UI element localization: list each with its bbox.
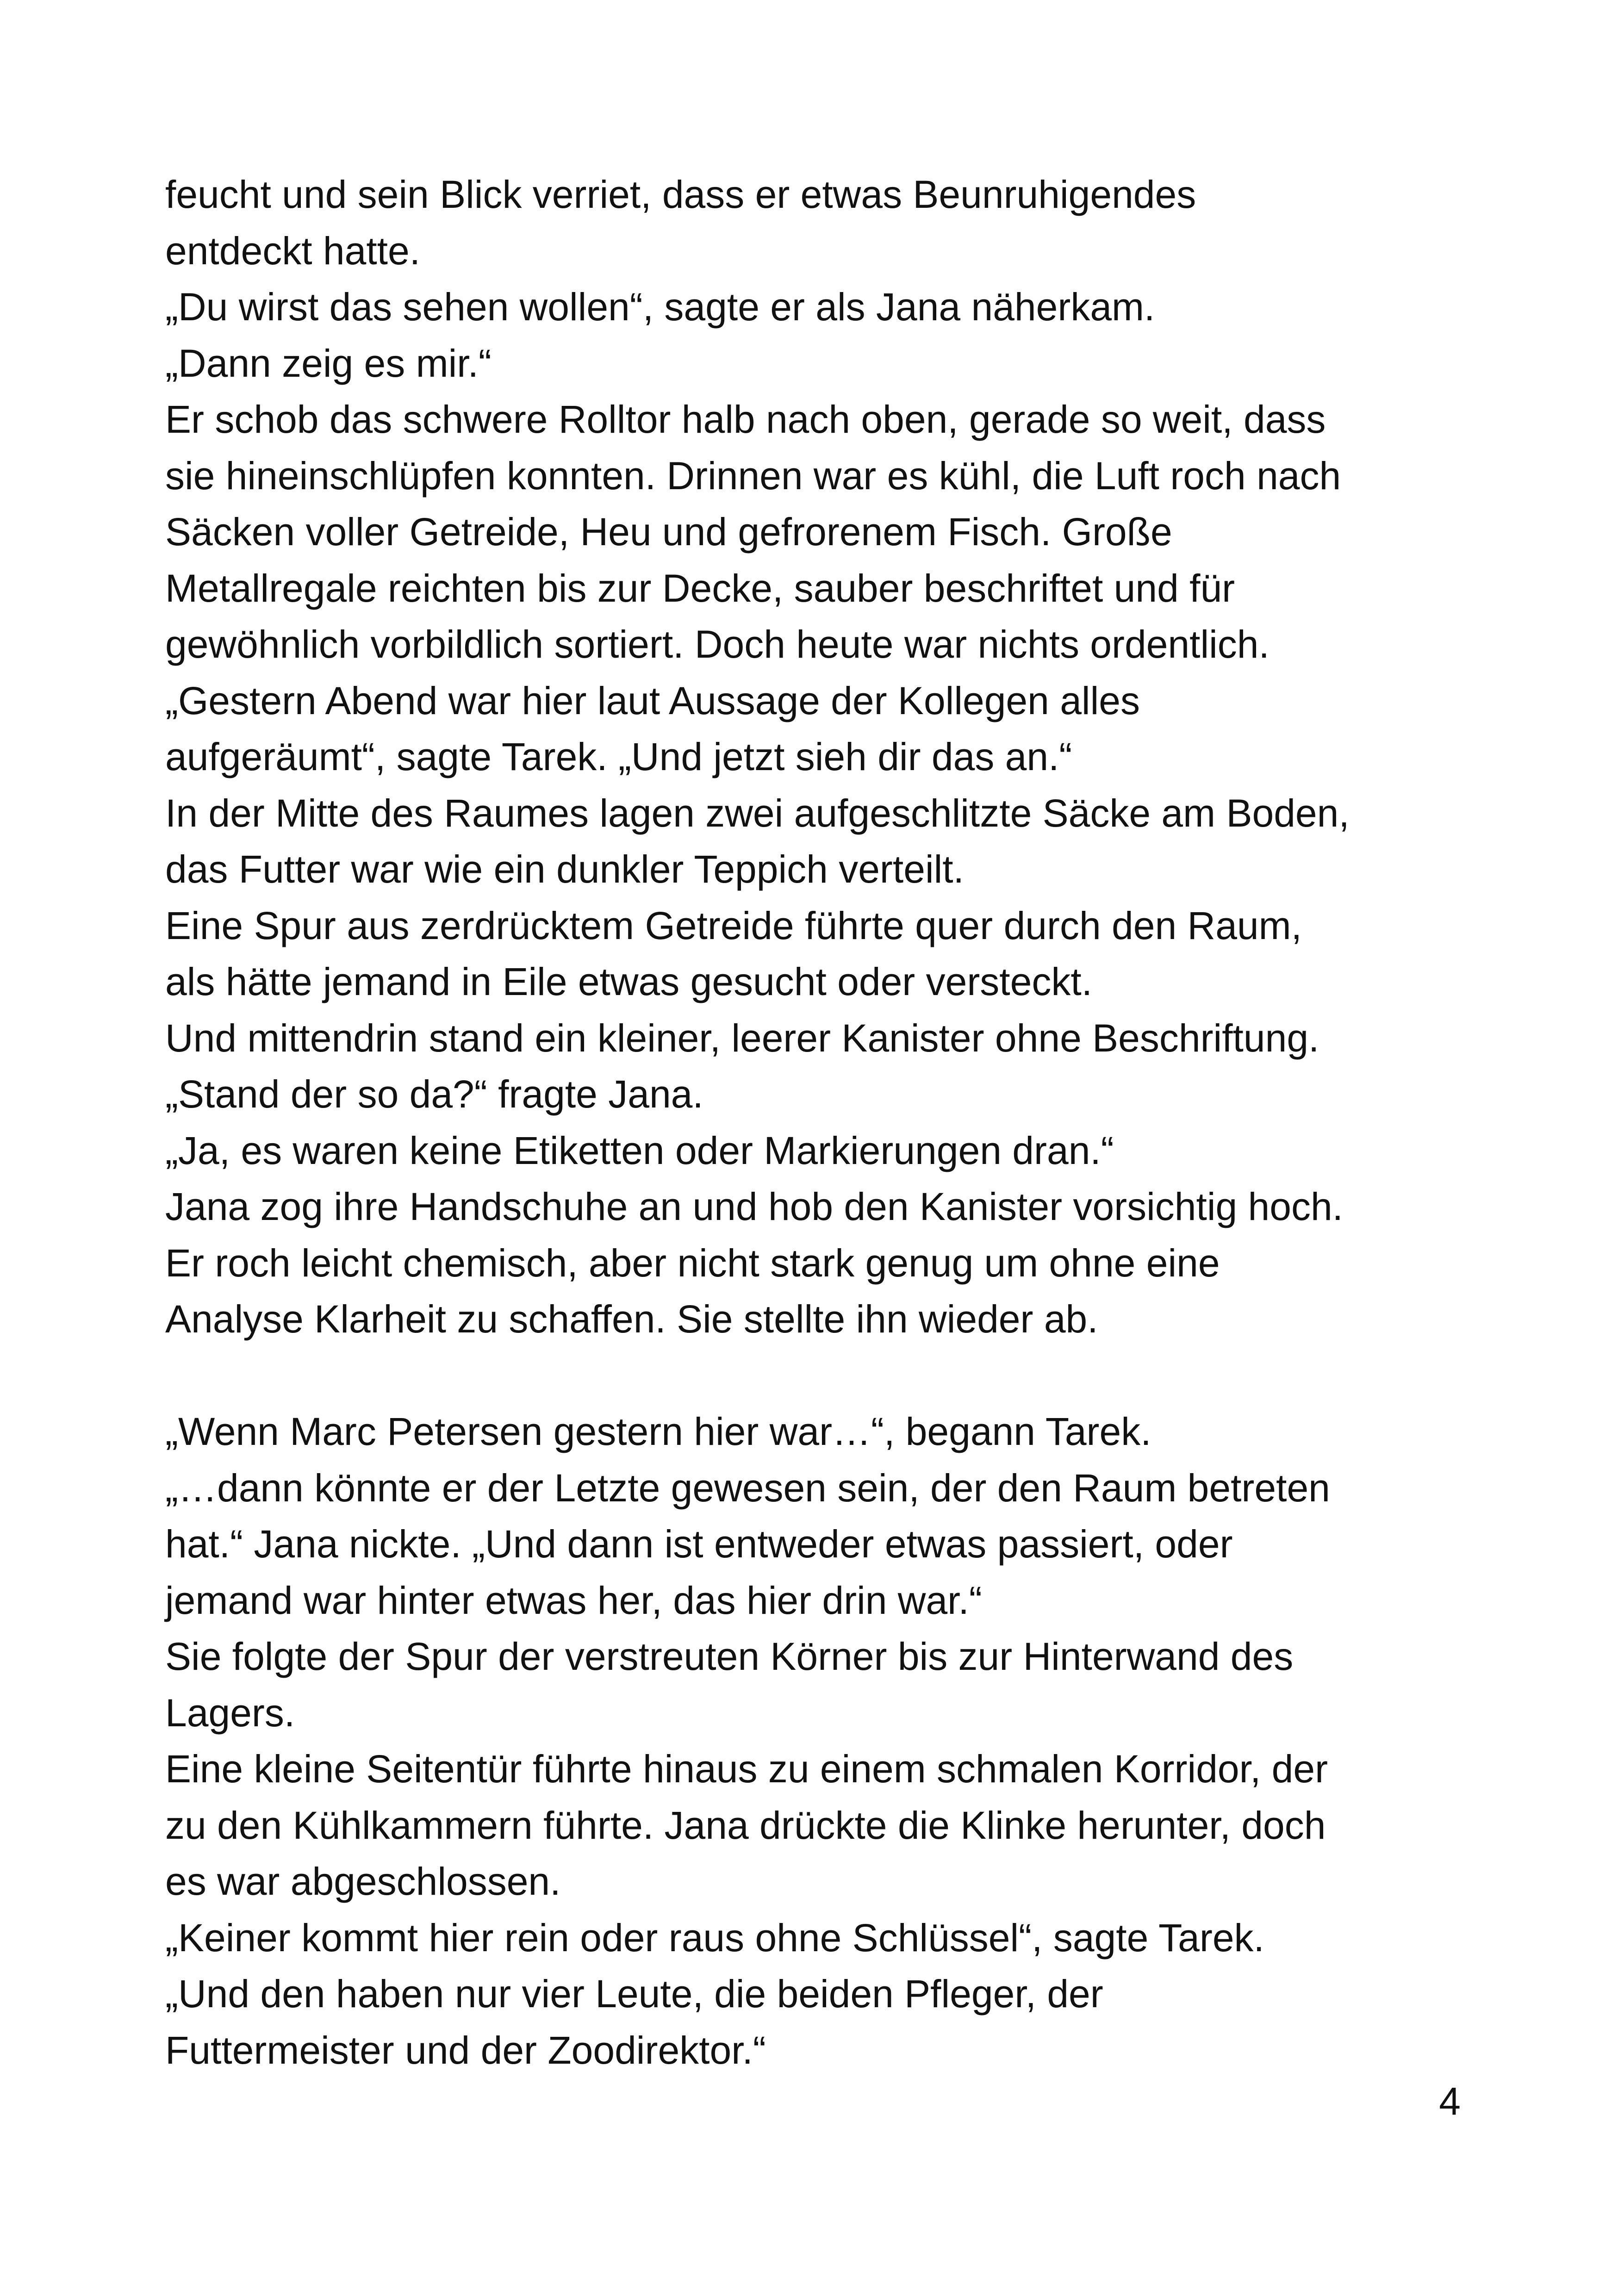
text-line: „Keiner kommt hier rein oder raus ohne Schlüssel“, sagte Tarek. xyxy=(165,1916,1264,1960)
text-line: Eine kleine Seitentür führte hinaus zu einem schmalen Korridor, der xyxy=(165,1747,1328,1791)
text-line: aufgeräumt“, sagte Tarek. „Und jetzt sieh dir das an.“ xyxy=(165,735,1072,778)
text-line: das Futter war wie ein dunkler Teppich verteilt. xyxy=(165,847,964,891)
page-number: 4 xyxy=(1439,2079,1461,2123)
text-line: Und mittendrin stand ein kleiner, leerer Kanister ohne Beschriftung. xyxy=(165,1016,1319,1060)
text-line: Jana zog ihre Handschuhe an und hob den Kanister vorsichtig hoch. xyxy=(165,1185,1344,1228)
text-line: Eine Spur aus zerdrücktem Getreide führte quer durch den Raum, xyxy=(165,903,1302,947)
text-line: jemand war hinter etwas her, das hier drin war.“ xyxy=(165,1578,982,1622)
text-line: Sie folgte der Spur der verstreuten Körner bis zur Hinterwand des xyxy=(165,1635,1294,1678)
text-line: „Du wirst das sehen wollen“, sagte er als Jana näherkam. xyxy=(165,285,1155,329)
text-line: zu den Kühlkammern führte. Jana drückte die Klinke herunter, doch xyxy=(165,1803,1326,1847)
text-line: „Wenn Marc Petersen gestern hier war…“, begann Tarek. xyxy=(165,1410,1151,1453)
text-line: entdeckt hatte. xyxy=(165,229,421,273)
text-line: Er roch leicht chemisch, aber nicht stark genug um ohne eine xyxy=(165,1241,1220,1285)
text-line: Futtermeister und der Zoodirektor.“ xyxy=(165,2028,766,2072)
text-line: In der Mitte des Raumes lagen zwei aufgeschlitzte Säcke am Boden, xyxy=(165,791,1350,835)
text-line: Analyse Klarheit zu schaffen. Sie stellte ihn wieder ab. xyxy=(165,1297,1098,1341)
text-line: „Gestern Abend war hier laut Aussage der Kollegen alles xyxy=(165,678,1140,722)
text-line: „Stand der so da?“ fragte Jana. xyxy=(165,1072,703,1116)
text-line: Metallregale reichten bis zur Decke, sauber beschriftet und für xyxy=(165,566,1235,610)
text-line: Lagers. xyxy=(165,1691,295,1735)
text-line: hat.“ Jana nickte. „Und dann ist entweder etwas passiert, oder xyxy=(165,1522,1233,1566)
text-line: sie hineinschlüpfen konnten. Drinnen war es kühl, die Luft roch nach xyxy=(165,454,1341,498)
text-line: es war abgeschlossen. xyxy=(165,1860,561,1903)
text-line: „Ja, es waren keine Etiketten oder Markierungen dran.“ xyxy=(165,1128,1114,1172)
text-line: feucht und sein Blick verriet, dass er etwas Beunruhigendes xyxy=(165,173,1196,216)
paragraph-break xyxy=(165,1348,1489,1404)
text-line: als hätte jemand in Eile etwas gesucht oder versteckt. xyxy=(165,960,1093,1003)
text-line: gewöhnlich vorbildlich sortiert. Doch heute war nichts ordentlich. xyxy=(165,622,1270,666)
text-line: „Dann zeig es mir.“ xyxy=(165,341,492,385)
text-line: Säcken voller Getreide, Heu und gefrorenem Fisch. Große xyxy=(165,510,1172,554)
text-line: „Und den haben nur vier Leute, die beiden Pfleger, der xyxy=(165,1972,1103,2016)
text-line: Er schob das schwere Rolltor halb nach oben, gerade so weit, dass xyxy=(165,398,1326,441)
body-text xyxy=(165,167,1489,2078)
text-line: „…dann könnte er der Letzte gewesen sein, der den Raum betreten xyxy=(165,1466,1330,1510)
